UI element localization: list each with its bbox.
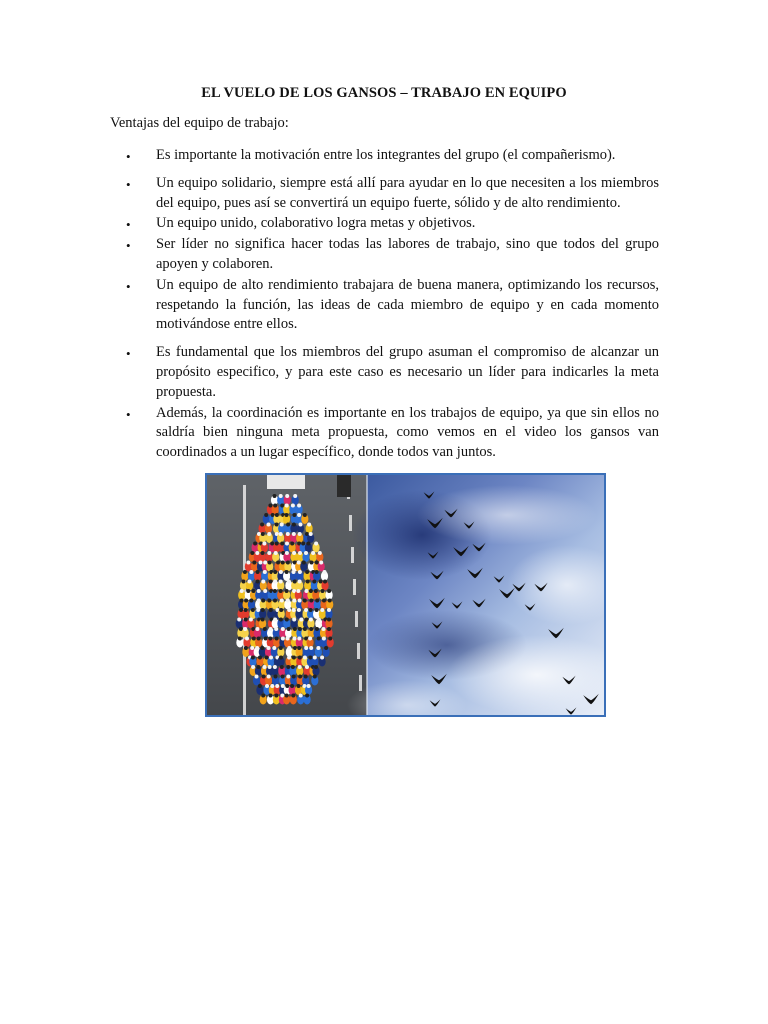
list-item <box>126 146 659 166</box>
list-item <box>126 235 659 275</box>
list-item-text: Un equipo solidario, siempre está allí para ayudar en lo que necesiten a los miembros del equipo, pues así se convertirá un equipo fuerte, sólido y de alto rendimiento. <box>156 174 659 211</box>
list-item-text: Es fundamental que los miembros del grupo asuman el compromiso de alcanzar un propósito especifico, y para este caso es necesario un líder para indicarles la meta propuesta. <box>156 344 659 400</box>
list-item-text: Es importante la motivación entre los integrantes del grupo (el compañerismo). <box>156 147 616 163</box>
list-item <box>126 343 659 402</box>
document-title: EL VUELO DE LOS GANSOS – TRABAJO EN EQUIPO <box>201 85 567 101</box>
bullet-list <box>126 146 659 464</box>
teamwork-figure <box>205 473 606 717</box>
bullet-icon: • <box>126 149 131 164</box>
bullet-icon: • <box>126 217 131 233</box>
bullet-icon: • <box>126 406 131 422</box>
figure-illustration <box>207 475 604 715</box>
list-item-text: Ser líder no significa hacer todas las labores de trabajo, sino que todos del grupo apoyen y colaboren. <box>156 236 659 272</box>
list-item-text: Además, la coordinación es importante en los trabajos de equipo, ya que sin ellos no saldría bien ninguna meta propuesta, como vemos en el video los gansos van coordinados a un lugar específico, donde todos van juntos. <box>156 404 659 461</box>
list-item <box>126 174 659 214</box>
intro-text: Ventajas del equipo de trabajo: <box>110 115 289 131</box>
geese-photo <box>347 475 604 715</box>
cyclists-photo <box>207 475 367 715</box>
bullet-icon: • <box>126 176 131 192</box>
list-item <box>126 276 659 335</box>
list-item-text: Un equipo unido, colaborativo logra metas y objetivos. <box>156 215 476 232</box>
list-item-text: Un equipo de alto rendimiento trabajara de buena manera, optimizando los recursos, respetando la función, las ideas de cada miembro de equipo y en cada momento motivándose entre ellos. <box>156 276 659 333</box>
list-item <box>126 214 659 234</box>
list-item <box>126 404 659 463</box>
bullet-icon: • <box>126 238 131 254</box>
bullet-icon: • <box>126 346 131 362</box>
bullet-icon: • <box>126 278 131 294</box>
